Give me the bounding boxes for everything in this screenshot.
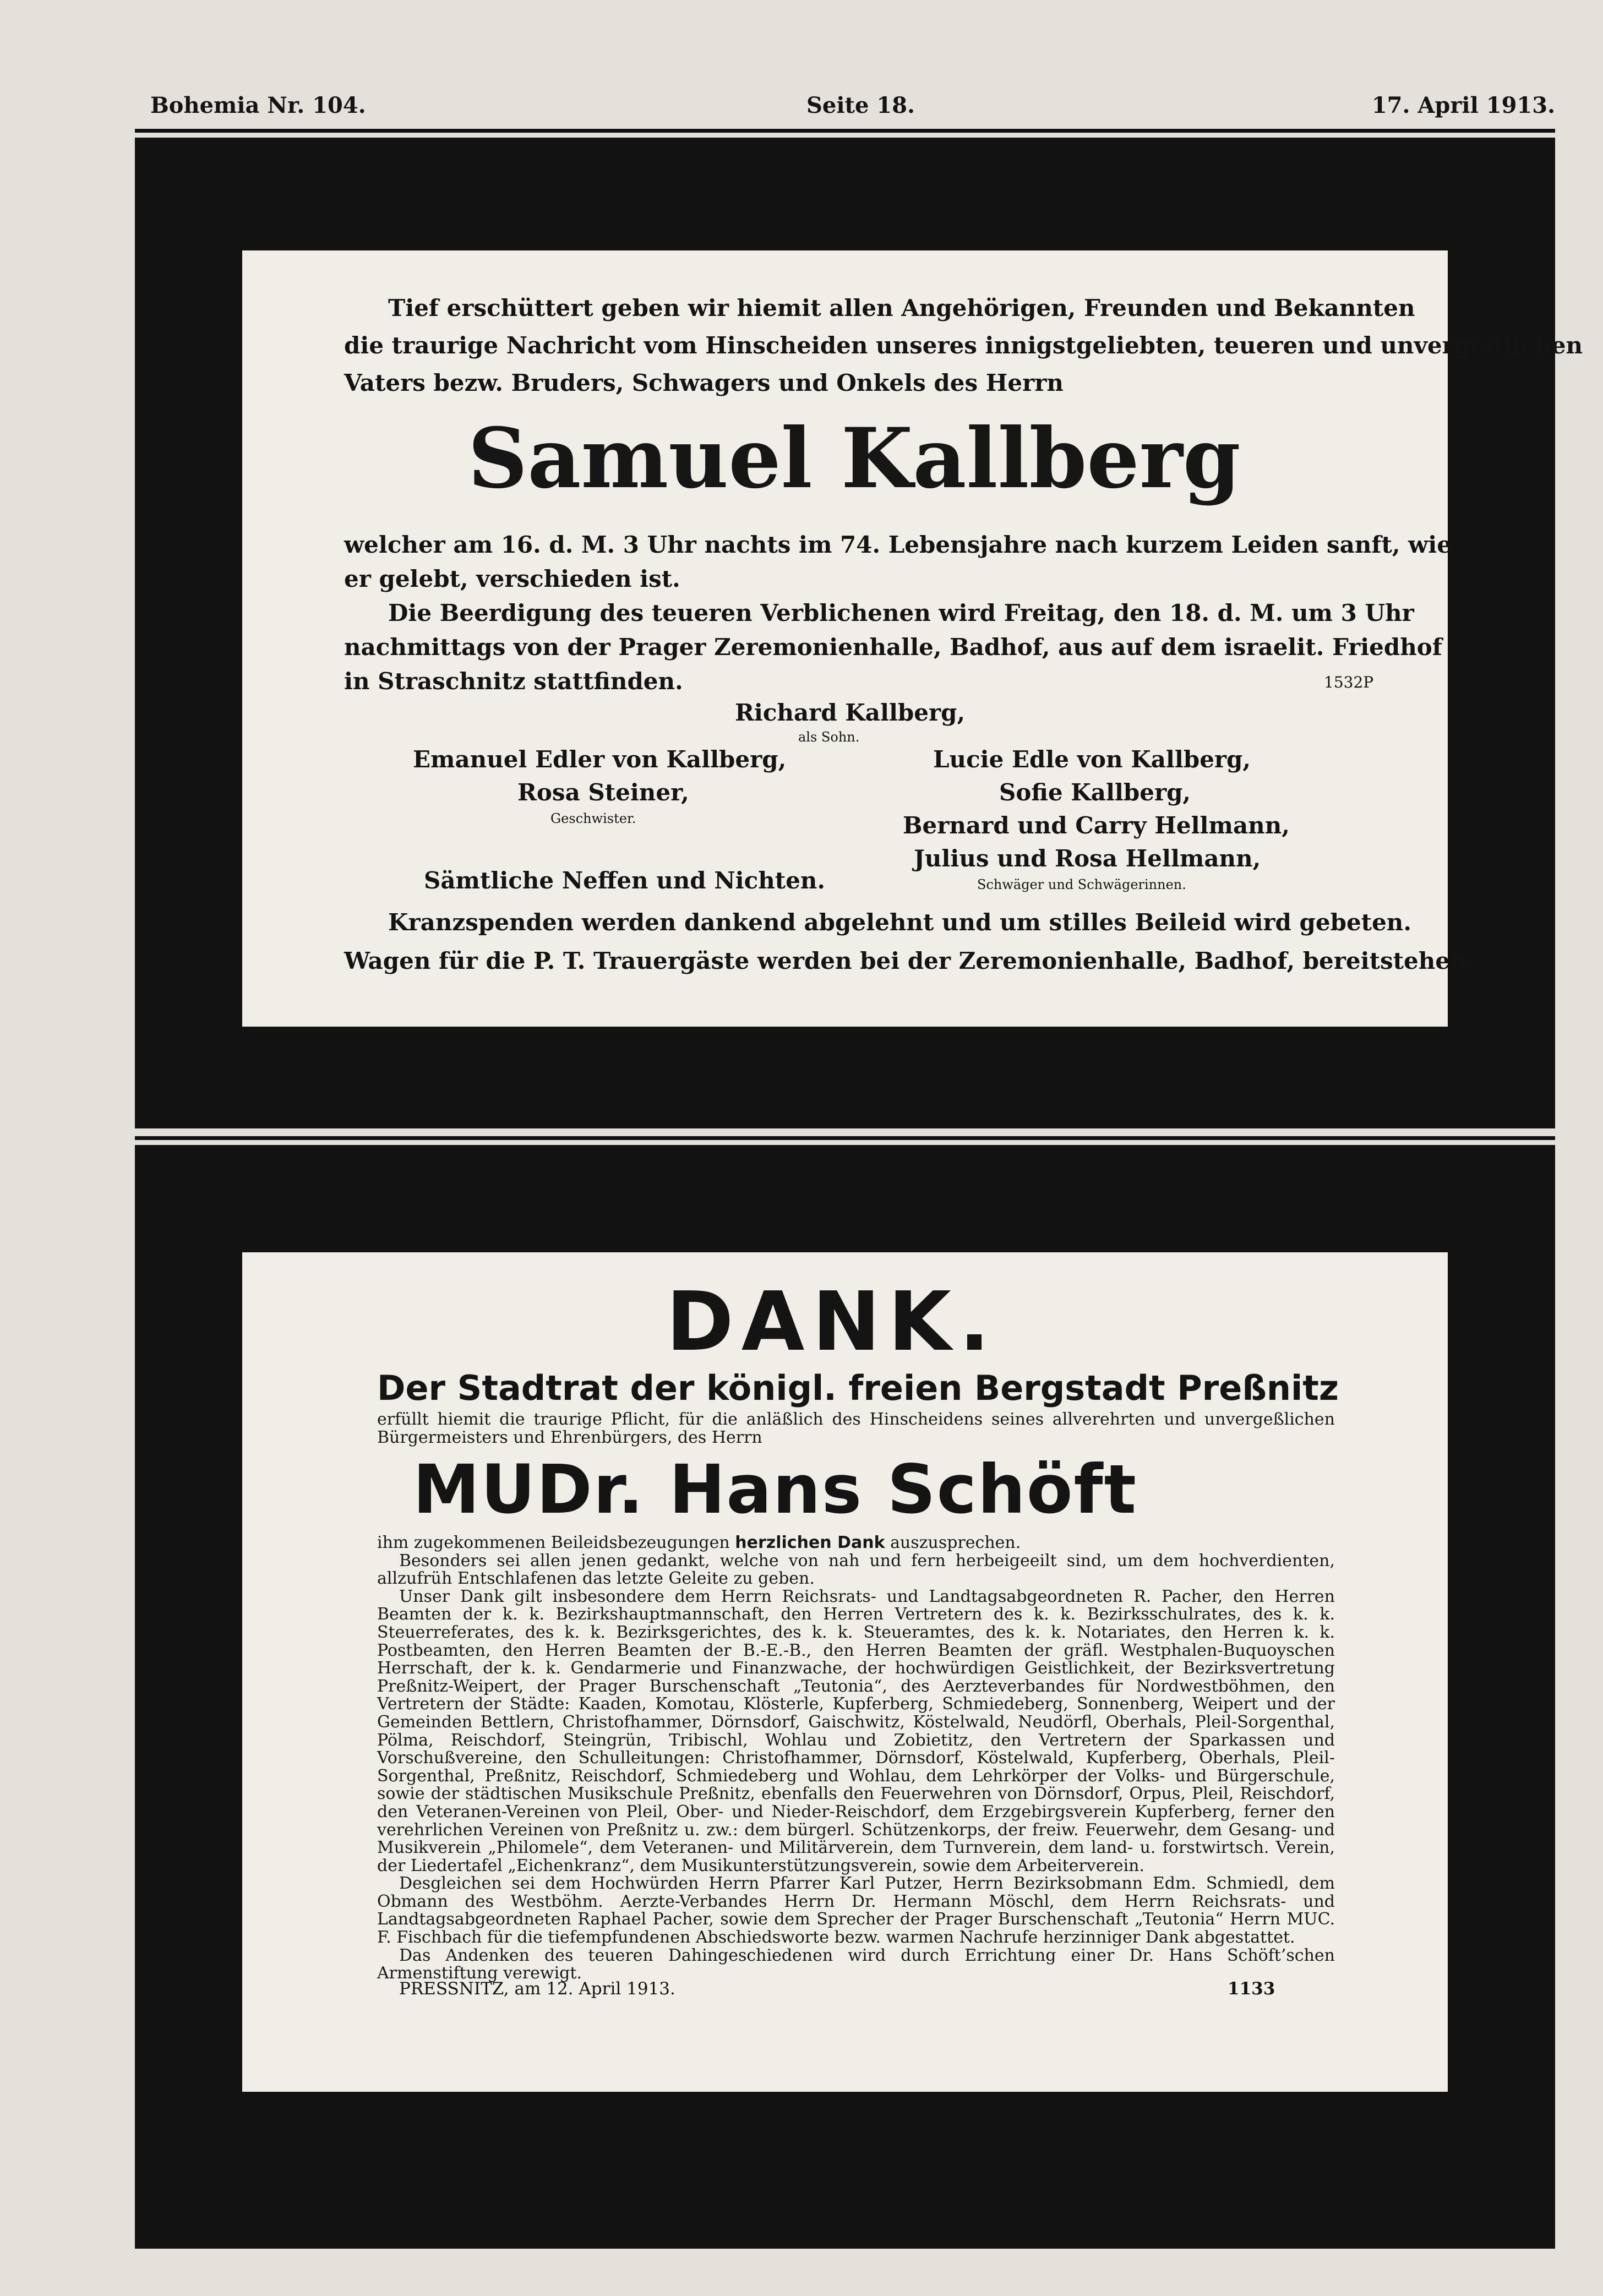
- ad-code: 1532P: [1324, 673, 1374, 691]
- in-law-2: Sofie Kallberg,: [999, 779, 1191, 806]
- detail-line-2: er gelebt, verschieden ist.: [344, 565, 680, 592]
- paragraph-2: Unser Dank gilt insbesondere dem Herrn Reichsrats- und Landtagsabgeordneten R. Pacher, den Herren Beamten der k. k. Bezirkshauptmannschaft, den Herren Vertretern des k. k. Bezirksschulrates, des k. k. Steuerreferates, des k. k. Bezirksgerichtes, des k. k. Steueramtes, des k. k. Notariates, den Herren k. k. Postbeamten, den Herren Beamten der B.-E.-B., den Herren Beamten der gräfl. Westphalen-Buquoyschen Herrschaft, der k. k. Gendarmerie und Finanzwache, der hochwürdigen Geistlichkeit, der Bezirksvertretung Preßnitz-Weipert, der Prager Burschenschaft „Teutonia“, des Aerzteverbandes für Nordwestböhmen, den Vertretern der Städte: Kaaden, Komotau, Klösterle, Kupferberg, Schmiedeberg, Sonnenberg, Weipert und der Gemeinden Bettlern, Christofhammer, Dörnsdorf, Gaischwitz, Köstelwald, Neudörfl, Oberhals, Pleil-Sorgenthal, Pölma, Reischdorf, Steingrün, Tribischl, Wohlau und Zobietitz, den Vertretern der Sparkassen und Vorschußvereine, den Schulleitungen: Christofhammer, Dörnsdorf, Köstelwald, Kupferberg, Oberhals, Pleil-Sorgenthal, Preßnitz, Reischdorf, Schmiedeberg und Wohlau, dem Lehrkörper der Volks- und Bürgerschule, sowie der städtischen Musikschule Preßnitz, ebenfalls den Feuerwehren von Dörnsdorf, Orpus, Pleil, Reischdorf, den Veteranen-Vereinen von Pleil, Ober- und Nieder-Reischdorf, dem Erzgebirgsverein Kupferberg, ferner den verehrlichen Vereinen von Preßnitz u. zw.: dem bürgerl. Schützenkorps, der freiw. Feuerwehr, dem Gesang- und Musikverein „Philomele“, dem Veteranen- und Militärverein, dem Turnverein, dem land- u. forstwirtsch. Verein, der Liedertafel „Eichenkranz“, dem Musikunterstützungsverein, sowie dem Arbeiterverein.: [377, 1586, 1335, 1875]
- in-law-4: Julius und Rosa Hellmann,: [914, 845, 1261, 872]
- footer-line-1: Kranzspenden werden dankend abgelehnt und um stilles Beileid wird gebeten.: [388, 909, 1411, 936]
- in-law-1: Lucie Edle von Kallberg,: [933, 746, 1251, 773]
- deceased-name: Samuel Kallberg: [468, 410, 1241, 507]
- section-rule: [135, 1136, 1555, 1140]
- paragraph-3: Desgleichen sei dem Hochwürden Herrn Pfarrer Karl Putzer, Herrn Bezirksobmann Edm. Schmiedl, dem Obmann des Westböhm. Aerzte-Verbandes Herrn Dr. Hermann Möschl, dem Herrn Reichsrats- und Landtagsabgeordneten Raphael Pacher, sowie dem Sprecher der Prager Burschenschaft „Teutonia“ Herrn MUC. F. Fischbach für die tiefempfundenen Abschiedsworte bezw. warmen Nachrufe herzinniger Dank abgestattet.: [377, 1874, 1335, 1948]
- issue-date: 17. April 1913.: [1371, 92, 1555, 118]
- thanks-post: auszusprechen.: [890, 1533, 1021, 1552]
- intro-line-2: die traurige Nachricht vom Hinscheiden unseres innigstgeliebten, teueren und unvergeßlichen: [344, 332, 1583, 359]
- intro-line-3: Vaters bezw. Bruders, Schwagers und Onkels des Herrn: [344, 369, 1064, 396]
- footer-line-2: Wagen für die P. T. Trauergäste werden bei der Zeremonienhalle, Badhof, bereitstehen.: [344, 947, 1475, 974]
- thanks-bold: herzlichen Dank: [735, 1533, 885, 1552]
- mayor-name: MUDr. Hans Schöft: [413, 1450, 1137, 1529]
- in-laws-note: Schwäger und Schwägerinnen.: [977, 877, 1186, 892]
- town-council: Der Stadtrat der königl. freien Bergstadt Preßnitz: [377, 1368, 1339, 1408]
- dank-title: DANK.: [666, 1274, 998, 1369]
- detail-line-5: in Straschnitz stattfinden.: [344, 668, 683, 695]
- page-number: Seite 18.: [806, 92, 915, 118]
- intro-line-1: Tief erschüttert geben wir hiemit allen Angehörigen, Freunden und Bekannten: [388, 295, 1415, 321]
- son-note: als Sohn.: [798, 729, 860, 745]
- detail-line-3: Die Beerdigung des teueren Verblichenen wird Freitag, den 18. d. M. um 3 Uhr: [388, 599, 1414, 626]
- sibling-2: Rosa Steiner,: [517, 779, 689, 806]
- page-header: [135, 92, 1555, 127]
- ad-code: 1133: [1228, 1979, 1275, 1999]
- paragraph-4: Das Andenken des teueren Dahingeschiedenen wird durch Errichtung einer Dr. Hans Schöft’schen Armenstiftung verewigt.: [377, 1945, 1335, 1983]
- siblings-note: Geschwister.: [550, 811, 636, 826]
- paragraph-1: Besonders sei allen jenen gedankt, welche von nah und fern herbeigeeilt sind, um dem hochverdienten, allzufrüh Entschlafenen das letzte Geleite zu geben.: [377, 1551, 1335, 1589]
- in-law-3: Bernard und Carry Hellmann,: [903, 812, 1290, 839]
- place-date: PRESSNITZ, am 12. April 1913.: [399, 1979, 675, 1999]
- newspaper-issue: Bohemia Nr. 104.: [150, 92, 366, 118]
- thanks-pre: ihm zugekommenen Beileidsbezeugungen: [377, 1533, 730, 1552]
- intro-paragraph: erfüllt hiemit die traurige Pflicht, für die anläßlich des Hinscheidens seines allverehrten und unvergeßlichen Bürgermeisters und Ehrenbürgers, des Herrn: [377, 1410, 1335, 1447]
- detail-line-4: nachmittags von der Prager Zeremonienhalle, Badhof, aus auf dem israelit. Friedhof: [344, 634, 1442, 661]
- nephews-nieces: Sämtliche Neffen und Nichten.: [424, 867, 826, 894]
- header-rule: [135, 129, 1555, 133]
- sibling-1: Emanuel Edler von Kallberg,: [413, 746, 787, 773]
- son-name: Richard Kallberg,: [735, 699, 966, 726]
- detail-line-1: welcher am 16. d. M. 3 Uhr nachts im 74. Lebensjahre nach kurzem Leiden sanft, wie: [344, 531, 1452, 558]
- dank-notice: [242, 1252, 1448, 2092]
- thanks-line: [377, 1534, 1335, 1552]
- obituary-notice: [242, 250, 1583, 1027]
- dank-body: [377, 1534, 1335, 1983]
